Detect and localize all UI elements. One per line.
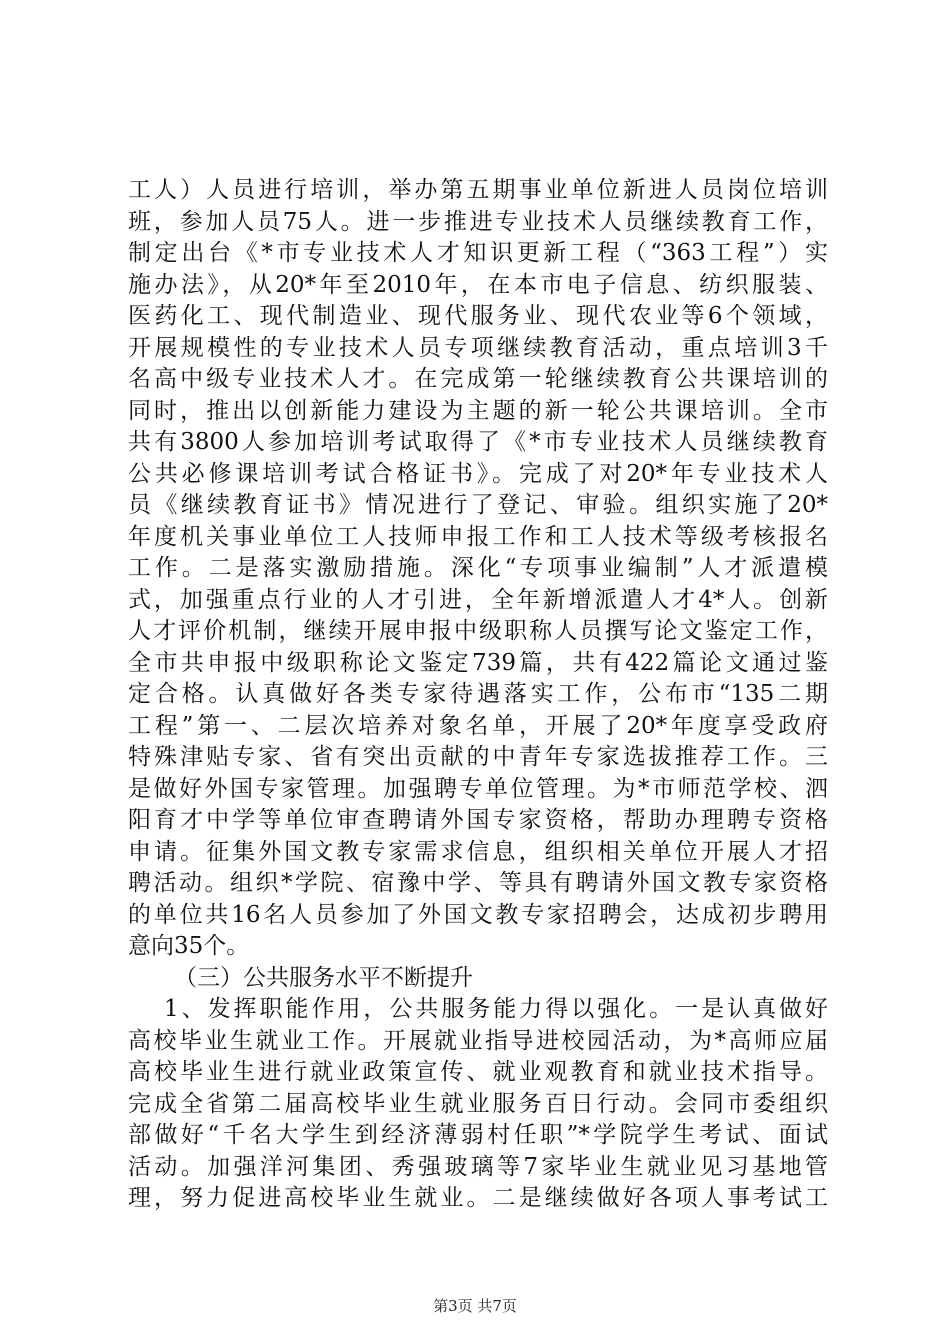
text-line: 名高中级专业技术人才。在完成第一轮继续教育公共课培训的 — [128, 366, 828, 392]
text-line: 活动。加强洋河集团、秀强玻璃等7家毕业生就业见习基地管 — [128, 1153, 828, 1180]
text-line: 工作。二是落实激励措施。深化“专项事业编制”人才派遣模 — [128, 555, 828, 581]
text-line: 年度机关事业单位工人技师申报工作和工人技术等级考核报名 — [128, 523, 828, 550]
text-line: 的单位共16名人员参加了外国文教专家招聘会，达成初步聘用 — [128, 901, 828, 928]
text-line: 共有3800人参加培训考试取得了《*市专业技术人员继续教育 — [128, 429, 828, 455]
section-heading: （三）公共服务水平不断提升 — [174, 964, 473, 991]
text-line: 全市共申报中级职称论文鉴定739篇，共有422篇论文通过鉴 — [128, 649, 828, 676]
text-line: 人才评价机制，继续开展申报中级职称人员撰写论文鉴定工作， — [128, 618, 828, 644]
text-line: 意向35个。 — [128, 933, 250, 959]
text-line: 申请。征集外国文教专家需求信息，组织相关单位开展人才招 — [128, 838, 828, 865]
text-line: 工程”第一、二层次培养对象名单，开展了20*年度享受政府 — [128, 712, 828, 739]
text-line: 同时，推出以创新能力建设为主题的新一轮公共课培训。全市 — [128, 397, 828, 424]
text-line: 1、发挥职能作用，公共服务能力得以强化。一是认真做好 — [164, 996, 828, 1022]
text-line: 员《继续教育证书》情况进行了登记、审验。组织实施了20* — [128, 492, 828, 518]
text-line: 理，努力促进高校毕业生就业。二是继续做好各项人事考试工 — [128, 1185, 828, 1211]
text-line: 式，加强重点行业的人才引进，全年新增派遣人才4*人。创新 — [128, 586, 828, 613]
text-line: 施办法》，从20*年至2010年，在本市电子信息、纺织服装、 — [128, 271, 828, 298]
text-line: 阳育才中学等单位审查聘请外国专家资格，帮助办理聘专资格 — [128, 807, 828, 833]
text-line: 定合格。认真做好各类专家待遇落实工作，公布市“135二期 — [128, 681, 828, 707]
text-line: 工人）人员进行培训，举办第五期事业单位新进人员岗位培训 — [128, 177, 828, 203]
page-number-footer: 第3页 共7页 — [433, 1297, 517, 1315]
text-line: 制定出台《*市专业技术人才知识更新工程（“363工程”）实 — [128, 240, 828, 266]
text-line: 是做好外国专家管理。加强聘专单位管理。为*市师范学校、泗 — [128, 775, 828, 802]
text-line: 班，参加人员75人。进一步推进专业技术人员继续教育工作， — [128, 208, 828, 235]
text-line: 高校毕业生进行就业政策宣传、就业观教育和就业技术指导。 — [128, 1059, 828, 1085]
text-line: 医药化工、现代制造业、现代服务业、现代农业等6个领域， — [128, 303, 828, 329]
text-line: 公共必修课培训考试合格证书》。完成了对20*年专业技术人 — [128, 460, 828, 487]
body-text — [128, 175, 828, 1215]
text-line: 特殊津贴专家、省有突出贡献的中青年专家选拔推荐工作。三 — [128, 744, 828, 770]
text-line: 部做好“千名大学生到经济薄弱村任职”*学院学生考试、面试 — [128, 1122, 828, 1148]
text-line: 完成全省第二届高校毕业生就业服务百日行动。会同市委组织 — [128, 1090, 828, 1117]
text-line: 开展规模性的专业技术人员专项继续教育活动，重点培训3千 — [128, 334, 828, 361]
text-line: 高校毕业生就业工作。开展就业指导进校园活动，为*高师应届 — [128, 1027, 828, 1054]
text-line: 聘活动。组织*学院、宿豫中学、等具有聘请外国文教专家资格 — [128, 870, 828, 896]
